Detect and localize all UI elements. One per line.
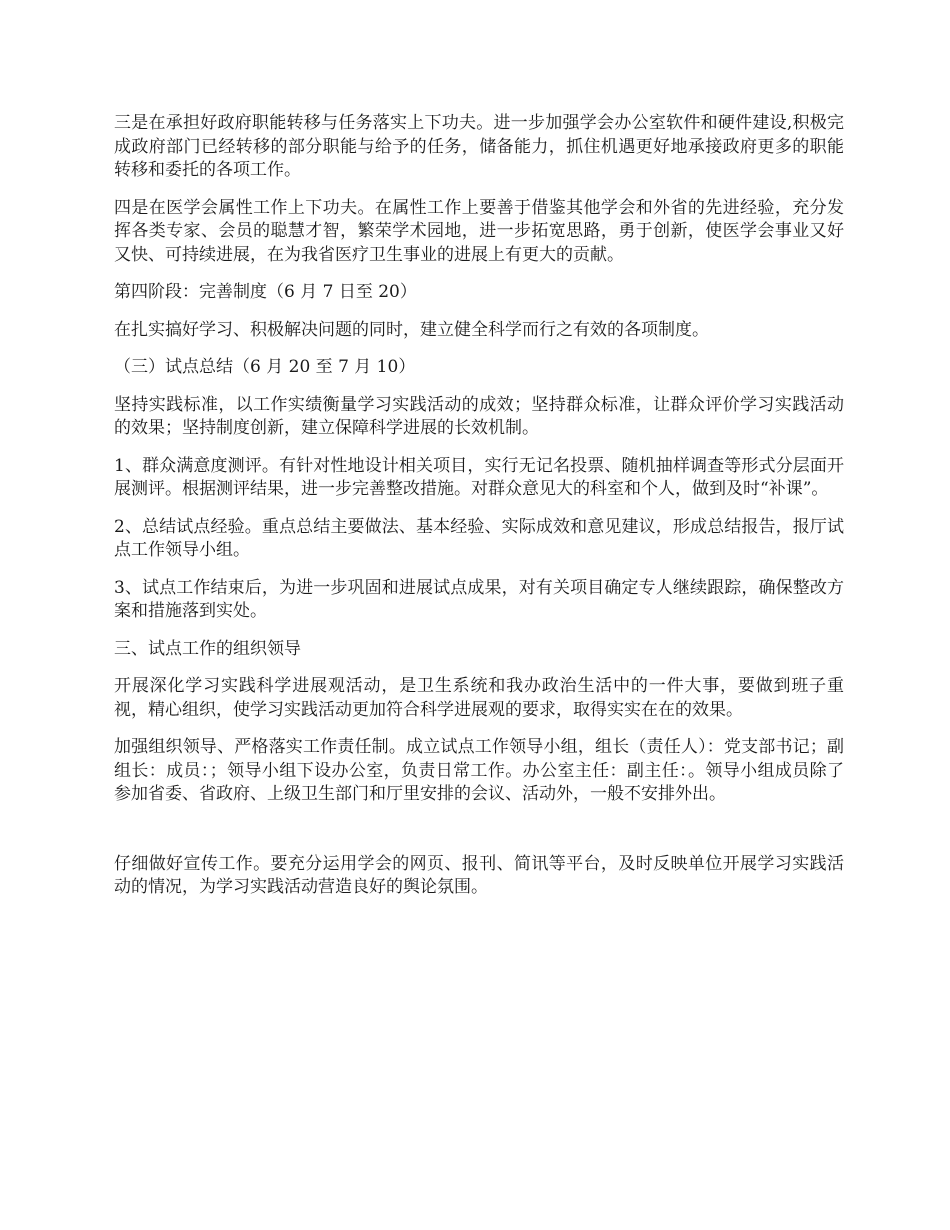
paragraph-importance: 开展深化学习实践科学进展观活动，是卫生系统和我办政治生活中的一件大事，要做到班子重视，精心组织，使学习实践活动更加符合科学进展观的要求，取得实实在在的效果。 xyxy=(114,676,844,720)
paragraph-standards: 坚持实践标准，以工作实绩衡量学习实践活动的成效；坚持群众标准，让群众评价学习实践活动的效果；坚持制度创新，建立保障科学进展的长效机制。 xyxy=(114,394,844,438)
paragraph-leadership-group: 加强组织领导、严格落实工作责任制。成立试点工作领导小组，组长（责任人）：党支部书记；副组长：成员：；领导小组下设办公室，负责日常工作。办公室主任：副主任：。领导小组成员除了参加省委、省政府、上级卫生部门和厅里安排的会议、活动外，一般不安排外出。 xyxy=(114,737,844,804)
heading-pilot-summary: （三）试点总结（6 月 20 至 7 月 10） xyxy=(114,357,416,377)
paragraph-spacer xyxy=(114,821,844,853)
heading-stage-four: 第四阶段：完善制度（6 月 7 日至 20） xyxy=(114,282,417,302)
list-item-follow-up: 3、试点工作结束后，为进一步巩固和进展试点成果，对有关项目确定专人继续跟踪，确保整改方案和措施落到实处。 xyxy=(114,577,844,621)
paragraph-association-work: 四是在医学会属性工作上下功夫。在属性工作上要善于借鉴其他学会和外省的先进经验，充分发挥各类专家、会员的聪慧才智，繁荣学术园地，进一步拓宽思路，勇于创新，使医学会事业又好又快、可持续进展，在为我省医疗卫生事业的进展上有更大的贡献。 xyxy=(114,197,844,265)
list-item-satisfaction-survey: 1、群众满意度测评。有针对性地设计相关项目，实行无记名投票、随机抽样调查等形式分层面开展测评。根据测评结果，进一步完善整改措施。对群众意见大的科室和个人，做到及时“补课”。 xyxy=(114,455,844,499)
list-item-summarize-experience: 2、总结试点经验。重点总结主要做法、基本经验、实际成效和意见建议，形成总结报告，报厅试点工作领导小组。 xyxy=(114,516,844,560)
paragraph-publicity: 仔细做好宣传工作。要充分运用学会的网页、报刊、简讯等平台，及时反映单位开展学习实践活动的情况，为学习实践活动营造良好的舆论氛围。 xyxy=(114,853,844,897)
paragraph-system-building: 在扎实搞好学习、积极解决问题的同时，建立健全科学而行之有效的各项制度。 xyxy=(114,319,709,340)
paragraph-task-transfer: 三是在承担好政府职能转移与任务落实上下功夫。进一步加强学会办公室软件和硬件建设,积极完成政府部门已经转移的部分职能与给予的任务，储备能力，抓住机遇更好地承接政府更多的职能转移和委托的各项工作。 xyxy=(114,113,844,180)
document-body xyxy=(114,112,844,914)
heading-organization-leadership: 三、试点工作的组织领导 xyxy=(114,638,301,659)
